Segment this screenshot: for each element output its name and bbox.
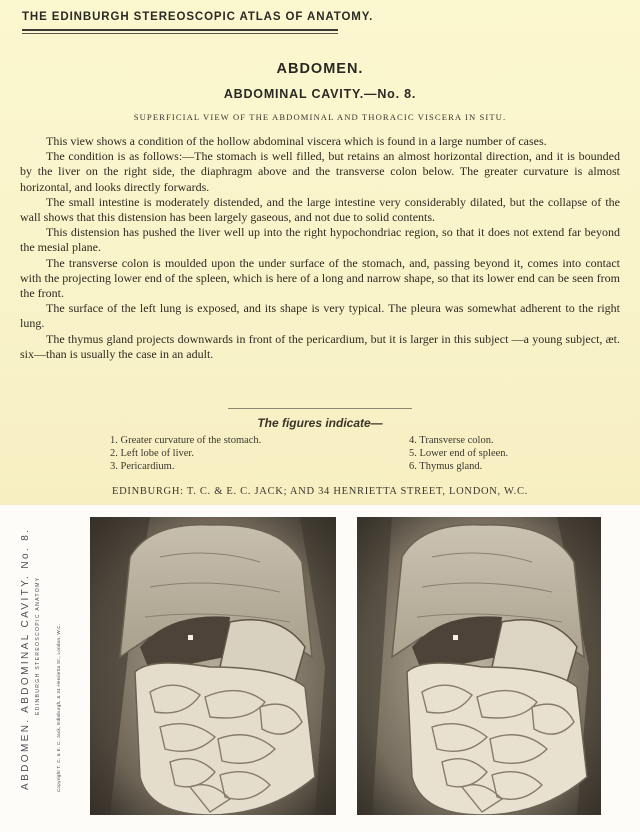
legend-item: 1. Greater curvature of the stomach. <box>110 435 262 446</box>
paragraph: This view shows a condition of the hollow abdominal viscera which is found in a large number of cases. <box>46 134 547 148</box>
legend-item: 2. Left lobe of liver. <box>110 448 194 460</box>
legend-item: 4. Transverse colon. <box>409 435 494 446</box>
description-text <box>20 134 620 362</box>
plate-title: ABDOMINAL CAVITY.—No. 8. <box>223 87 417 101</box>
title-rule-thin <box>22 33 338 34</box>
anatomy-photo-right <box>357 517 601 815</box>
card-caption-copyright: Copyright T. C. & E. C. Jack, Edinburgh, & 34 Henrietta St., London, W.C. <box>56 623 61 792</box>
stereo-photo-right <box>357 517 601 815</box>
paragraph: The transverse colon is moulded upon the under surface of the stomach, and, passing beyond it, comes into contact with the projecting lower end of the spleen, which is here of a long and narrow shape, so that its lower end can be seen from the front. <box>20 255 620 301</box>
section-divider <box>228 408 412 409</box>
legend-item: 3. Pericardium. <box>110 461 175 473</box>
atlas-title: THE EDINBURGH STEREOSCOPIC ATLAS OF ANATOMY. <box>22 11 374 23</box>
figures-legend-right <box>409 434 508 474</box>
anatomy-photo-left <box>90 517 336 815</box>
section-heading: ABDOMEN. <box>276 61 364 77</box>
card-caption-main: ABDOMEN. ABDOMINAL CAVITY. No. 8. <box>20 527 31 790</box>
paragraph: This distension has pushed the liver well up into the right hypochondriac region, so that it does not extend far beyond the mesial plane. <box>20 225 620 255</box>
publisher-imprint: EDINBURGH: T. C. & E. C. JACK; AND 34 HENRIETTA STREET, LONDON, W.C. <box>111 486 528 497</box>
paragraph: The condition is as follows:—The stomach is well filled, but retains an almost horizontal direction, and it is bounded by the liver on the right side, the diaphragm above and the transverse colon below. The greater curvature is almost horizontal, and looks directly forwards. <box>20 149 620 194</box>
paragraph: The thymus gland projects downwards in front of the pericardium, but it is larger in this subject —a young subject, æt. six—than is usually the case in an adult. <box>20 331 620 361</box>
stereo-photo-left <box>90 517 336 815</box>
paragraph: The small intestine is moderately distended, and the large intestine very considerably dilated, but the collapse of the wall shows that this distension has been largely gaseous, and not due to solid contents. <box>20 194 620 225</box>
paragraph: The surface of the left lung is exposed, and its shape is very typical. The pleura was somewhat adherent to the right lung. <box>20 301 620 331</box>
figures-legend-left <box>110 434 261 474</box>
card-caption-series: EDINBURGH STEREOSCOPIC ANATOMY <box>35 576 41 715</box>
legend-item: 5. Lower end of spleen. <box>409 448 509 460</box>
legend-item: 6. Thymus gland. <box>409 461 483 473</box>
figures-heading: The figures indicate— <box>257 416 383 430</box>
title-rule <box>22 29 338 31</box>
plate-subtitle: SUPERFICIAL VIEW OF THE ABDOMINAL AND THORACIC VISCERA IN SITU. <box>133 112 507 122</box>
